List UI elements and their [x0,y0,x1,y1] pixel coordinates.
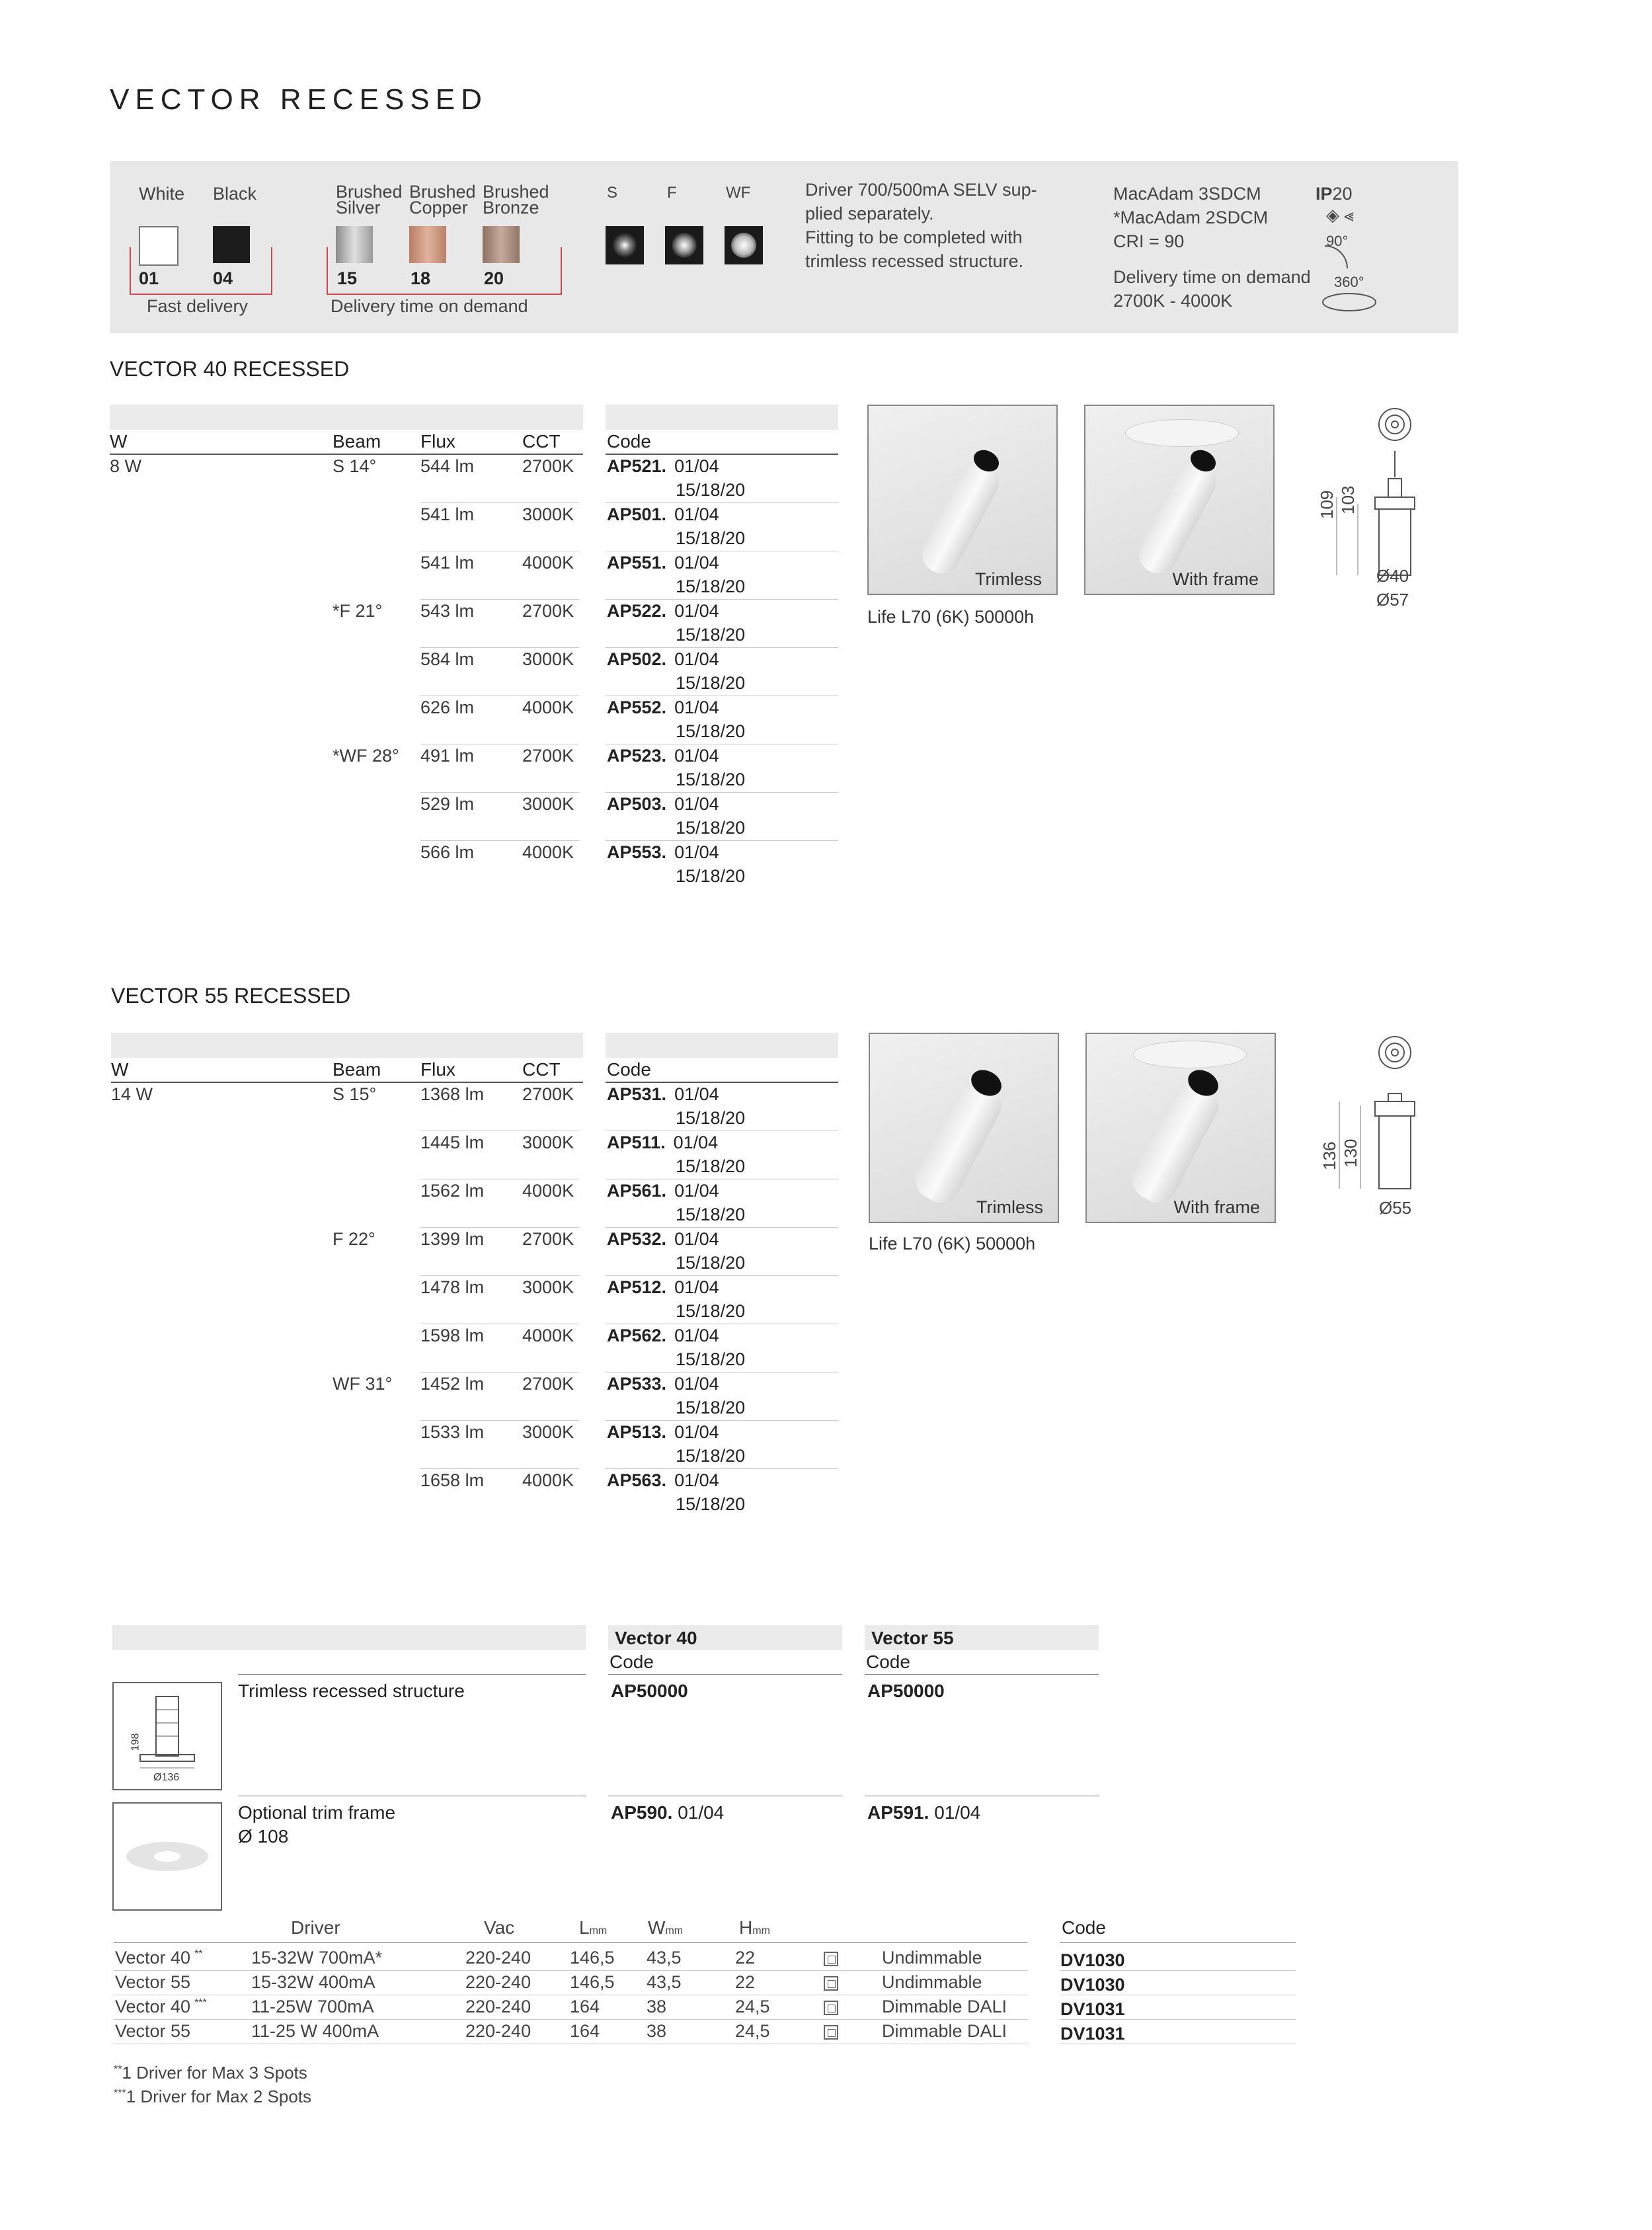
driver-text-4: trimless recessed structure. [805,251,1024,271]
product-code: AP522. [607,601,667,621]
driver-spec: 11-25 W 400mA [251,2021,379,2041]
col-cct: CCT [522,1059,561,1080]
cct-cell: 4000K [522,1470,574,1490]
code-cell [607,1326,719,1346]
code-cell [607,842,719,863]
code-cell [607,794,719,815]
vector40-wattage: 8 W [110,456,142,476]
row-rule [420,792,579,793]
cct-cell: 4000K [522,1181,574,1201]
flux-cell: 626 lm [420,697,475,717]
finish-codes: 01/04 [674,601,719,621]
vector40-code-header-bar [606,405,838,430]
col-flux: Flux [420,1059,455,1080]
finish-label-silver: Brushed Silver [336,182,403,218]
acc-rule [865,1674,1099,1675]
cct-cell: 2700K [522,1084,574,1104]
finish-codes: 01/04 [674,842,719,862]
fast-delivery-label: Fast delivery [147,296,249,316]
delivery-cct-range: 2700K - 4000K [1113,291,1233,311]
driver-width: 38 [647,2021,667,2041]
driver-type: Dimmable DALI [882,2021,1007,2041]
spec-cri: CRI = 90 [1113,231,1185,251]
finish-codes-2: 15/18/20 [676,1398,746,1417]
product-code: AP511. [607,1133,666,1152]
driver-code: DV1030 [1060,1950,1125,1970]
vector55-diameter: Ø55 [1379,1198,1412,1218]
flux-cell: 491 lm [420,746,475,766]
vector40-life: Life L70 (6K) 50000h [867,607,1035,627]
driver-vac: 220-240 [465,1972,531,1992]
photo-caption: Trimless [975,569,1042,589]
driver-length: 164 [570,2021,600,2041]
code-cell [607,601,719,621]
finish-codes-2: 15/18/20 [676,673,746,693]
driver-type: Dimmable DALI [882,1997,1007,2016]
finish-codes: 01/04 [674,697,719,717]
driver-spec: 15-32W 700mA* [251,1948,383,1968]
flux-cell: 1658 lm [420,1470,485,1490]
row-rule [420,1420,579,1421]
code-cell [607,697,719,718]
finish-codes-2: 15/18/20 [676,1205,746,1224]
row-rule [606,502,838,503]
vector40-frame-photo [1084,405,1275,595]
cct-cell: 2700K [522,1229,574,1249]
code-cell [607,1422,719,1443]
code-cell [607,504,719,525]
row-rule [606,840,838,841]
row-rule [420,840,579,841]
driver-col-code: Code [1062,1917,1106,1938]
row-rule [606,1372,838,1373]
product-code: AP552. [607,697,667,717]
trim-frame [1133,1041,1247,1068]
accessories-code-label-40: Code [610,1652,654,1672]
vector40-header-bar [110,405,583,430]
trim-frame-code-40: AP590. 01/04 [611,1802,725,1823]
finish-codes-2: 15/18/20 [676,577,746,596]
vector40-trimless-photo [867,405,1058,595]
col-flux: Flux [420,431,455,452]
row-rule [606,599,838,600]
finish-codes-2: 15/18/20 [676,770,746,789]
finish-codes: 01/04 [674,1181,719,1201]
cct-cell: 4000K [522,697,574,717]
finish-codes-2: 15/18/20 [676,1156,746,1176]
cct-cell: 4000K [522,553,574,573]
cct-cell: 3000K [522,794,574,814]
finish-codes-2: 15/18/20 [676,528,746,548]
tilt-icon [1321,245,1360,271]
finish-codes-2: 15/18/20 [676,480,746,500]
driver-type: Undimmable [882,1972,982,1992]
code-cell [607,1470,719,1491]
trimless-structure-name: Trimless recessed structure [238,1681,465,1701]
finish-codes-2: 15/18/20 [676,1301,746,1321]
acc-rule [238,1674,586,1675]
code-cell [607,1374,719,1394]
driver-width: 38 [647,1997,667,2016]
product-code: AP513. [607,1422,667,1442]
driver-col-l: Lmm [579,1917,608,1938]
product-code: AP512. [607,1277,667,1297]
finish-label-black: Black [213,184,257,204]
accessories-header-bar [112,1625,586,1650]
acc-rule [608,1674,842,1675]
product-code: AP533. [607,1374,667,1394]
row-rule [420,1227,579,1228]
vector55-header-bar [111,1033,583,1058]
finish-codes: 01/04 [674,456,719,476]
row-rule [1060,1970,1296,1971]
cct-cell: 2700K [522,746,574,766]
flux-cell: 584 lm [420,649,475,669]
col-w: W [111,1059,129,1080]
model-mark: *** [194,1997,207,2009]
code-cell [607,1133,718,1153]
on-demand-bracket [327,247,562,295]
class-ii-icon [824,1976,838,1991]
beam-wf-icon [725,226,763,264]
footnote-1: **1 Driver for Max 3 Spots [114,2063,307,2083]
product-code: AP561. [607,1181,667,1201]
driver-length: 146,5 [570,1972,615,1992]
col-w: W [110,431,128,452]
vector55-code-header-bar [606,1033,838,1058]
accessories-code-label-55: Code [866,1652,910,1672]
driver-width: 43,5 [647,1948,682,1968]
beam-cell: *F 21° [333,601,383,621]
model-name: Vector 40 [115,1948,191,1968]
vector55-life: Life L70 (6K) 50000h [869,1234,1036,1254]
beam-cell: S 15° [333,1084,377,1104]
photo-caption: With frame [1172,569,1259,589]
trim-frame-icon [114,1804,221,1909]
class-ii-icon [824,1952,838,1966]
model-mark: ** [194,1948,203,1960]
tilt-angle: 90° [1326,233,1349,249]
beam-cell: F 22° [333,1229,375,1249]
flux-cell: 544 lm [420,456,475,476]
driver-col-w: Wmm [648,1917,684,1938]
driver-col-vac: Vac [484,1917,515,1938]
flux-cell: 541 lm [420,553,475,573]
row-rule [114,2019,1027,2020]
row-rule [420,599,579,600]
driver-model [115,1972,194,1993]
spec-macadam-3: MacAdam 3SDCM [1113,184,1261,204]
driver-code-rule [1060,1942,1296,1943]
driver-height: 22 [735,1972,756,1992]
driver-text-3: Fitting to be completed with [805,227,1023,247]
product-code: AP503. [607,794,667,814]
finish-label-bronze: Brushed Bronze [483,182,549,218]
product-code: AP553. [607,842,667,862]
finish-label-copper: Brushed Copper [409,182,476,218]
cct-cell: 2700K [522,456,574,476]
driver-text-1: Driver 700/500mA SELV sup- [805,180,1037,200]
finish-code-15: 15 [337,268,358,288]
product-code: AP532. [607,1229,667,1249]
vector40-diameter-1: Ø40 [1376,566,1409,586]
ip-rating: IP20 [1316,184,1353,204]
finish-banner [110,161,1458,333]
flux-cell: 1368 lm [420,1084,485,1104]
accessories-col-vector40: Vector 40 [615,1628,697,1648]
finish-code-01: 01 [139,268,159,288]
driver-type: Undimmable [882,1948,982,1968]
cct-cell: 2700K [522,601,574,621]
beam-label-wf: WF [726,184,751,202]
finish-codes-2: 15/18/20 [676,1253,746,1273]
vector55-frame-photo [1085,1033,1276,1223]
cct-cell: 3000K [522,1277,574,1297]
flux-cell: 1562 lm [420,1181,485,1201]
row-rule [606,647,838,648]
vector40-height-2: 103 [1338,485,1358,514]
model-name: Vector 55 [115,2021,191,2041]
code-cell [607,553,719,573]
finish-codes-2: 15/18/20 [676,866,746,886]
driver-model [115,1948,203,1968]
class-ii-icon [824,2025,838,2040]
delivery-cct-label: Delivery time on demand [1113,267,1311,287]
driver-width: 43,5 [647,1972,682,1992]
driver-height: 22 [735,1948,756,1968]
rotation-icon [1319,291,1379,313]
vector40-diameter-2: Ø57 [1376,590,1409,610]
finish-codes-2: 15/18/20 [676,625,746,645]
model-name: Vector 55 [115,1972,191,1992]
product-code: AP521. [607,456,667,476]
driver-length: 164 [570,1997,600,2016]
driver-col-driver: Driver [291,1917,340,1938]
finish-codes: 01/04 [674,1326,719,1345]
structure-height: 198 [130,1733,141,1751]
trimless-structure-drawing [112,1682,222,1790]
code-cell [607,1277,719,1298]
vector55-height-1: 136 [1319,1141,1339,1170]
flux-cell: 1452 lm [420,1374,485,1394]
driver-header-rule [114,1942,1027,1943]
trim-frame-code-55: AP591. 01/04 [867,1802,981,1823]
driver-spec: 11-25W 700mA [251,1997,374,2016]
col-beam: Beam [333,431,381,452]
cct-cell: 3000K [522,649,574,669]
finish-codes: 01/04 [674,1470,719,1490]
driver-model [115,2021,194,2042]
flux-cell: 529 lm [420,794,475,814]
beam-cell: *WF 28° [333,746,399,766]
finish-code-20: 20 [484,268,504,288]
row-rule [420,1468,579,1469]
row-rule [606,1275,838,1276]
cct-cell: 4000K [522,1326,574,1345]
vector55-dimension-drawing [1316,1033,1428,1211]
photo-caption: With frame [1173,1197,1260,1217]
row-rule [420,1275,579,1276]
model-name: Vector 40 [115,1997,191,2016]
spec-macadam-2: *MacAdam 2SDCM [1113,208,1269,227]
finish-codes: 01/04 [674,1422,719,1442]
vector55-trimless-photo [869,1033,1059,1223]
beam-label-s: S [607,184,618,202]
row-rule [114,1970,1027,1971]
cct-cell: 3000K [522,504,574,524]
driver-col-h: Hmm [739,1917,770,1938]
col-code: Code [607,431,651,452]
lamp-body [916,457,1005,580]
finish-codes: 01/04 [674,1374,719,1394]
vector55-wattage: 14 W [111,1084,153,1104]
code-cell [607,649,719,670]
trimless-structure-code-40: AP50000 [611,1681,688,1701]
col-cct: CCT [522,431,561,452]
header-rule [110,454,583,455]
row-rule [606,792,838,793]
row-rule [1060,2019,1296,2020]
driver-code: DV1030 [1060,1975,1125,1995]
driver-model [115,1997,207,2017]
finish-codes: 01/04 [674,504,719,524]
finish-codes: 01/04 [674,746,719,766]
code-cell [607,1229,719,1250]
row-rule [420,502,579,503]
product-code: AP562. [607,1326,667,1345]
flux-cell: 1445 lm [420,1133,485,1152]
photo-caption: Trimless [976,1197,1043,1217]
trim-frame-drawing [112,1802,222,1911]
col-code: Code [607,1059,651,1080]
finish-codes-2: 15/18/20 [676,1349,746,1369]
code-cell [607,1084,719,1105]
lamp-body [909,1077,1007,1209]
code-header-rule [606,454,838,455]
beam-cell: S 14° [333,456,377,476]
driver-code: DV1031 [1060,1999,1125,2019]
trim-frame-name: Optional trim frame [238,1802,396,1823]
vector55-title: VECTOR 55 RECESSED [111,984,351,1008]
page-title: VECTOR RECESSED [110,83,488,116]
flux-cell: 1598 lm [420,1326,485,1345]
lamp-body [1132,457,1222,580]
driver-vac: 220-240 [465,2021,531,2041]
beam-cell: WF 31° [333,1374,393,1394]
product-code: AP551. [607,553,667,573]
footnote-2: ***1 Driver for Max 2 Spots [114,2087,311,2106]
finish-label-white: White [139,184,185,204]
finish-codes: 01/04 [673,1133,719,1152]
product-code: AP523. [607,746,667,766]
vector40-title: VECTOR 40 RECESSED [110,357,350,381]
flux-cell: 566 lm [420,842,475,862]
accessories-col-vector55: Vector 55 [871,1628,954,1648]
code-cell [607,456,719,477]
finish-code-04: 04 [213,268,233,288]
finish-codes: 01/04 [674,649,719,669]
finish-codes-2: 15/18/20 [676,1446,746,1466]
code-header-rule [606,1082,838,1083]
product-code: AP502. [607,649,667,669]
beam-f-icon [665,226,703,264]
row-rule [420,1372,579,1373]
code-cell [607,1181,719,1201]
trim-frame [1125,419,1239,447]
trim-frame-size: Ø 108 [238,1826,289,1847]
col-beam: Beam [333,1059,381,1080]
flux-cell: 541 lm [420,504,475,524]
driver-spec: 15-32W 400mA [251,1972,375,1992]
flux-cell: 1533 lm [420,1422,485,1442]
lamp-body [1126,1077,1224,1209]
row-rule [606,1227,838,1228]
cct-cell: 2700K [522,1374,574,1394]
rotation-angle: 360° [1334,274,1364,290]
finish-codes-2: 15/18/20 [676,1494,746,1514]
cct-cell: 3000K [522,1422,574,1442]
row-rule [606,1468,838,1469]
driver-height: 24,5 [735,1997,770,2016]
class-ii-icon [824,2001,838,2015]
finish-codes: 01/04 [674,794,719,814]
cct-cell: 3000K [522,1133,574,1152]
driver-length: 146,5 [570,1948,615,1968]
trimless-structure-code-55: AP50000 [867,1681,945,1701]
beam-label-f: F [667,184,677,202]
delivery-on-demand-label: Delivery time on demand [331,296,528,316]
structure-diameter: Ø136 [153,1772,180,1783]
finish-codes-2: 15/18/20 [676,818,746,838]
vector40-height-1: 109 [1317,490,1337,519]
finish-codes: 01/04 [674,1084,719,1104]
header-rule [111,1082,583,1083]
product-code: AP501. [607,504,667,524]
driver-text-2: plied separately. [805,204,934,223]
product-code: AP563. [607,1470,667,1490]
finish-codes: 01/04 [674,1229,719,1249]
finish-codes-2: 15/18/20 [676,1108,746,1128]
flux-cell: 1478 lm [420,1277,485,1297]
safety-class-icon: ◈ ⪡ [1326,205,1354,225]
row-rule [420,647,579,648]
cct-cell: 4000K [522,842,574,862]
row-rule [606,1420,838,1421]
flux-cell: 543 lm [420,601,475,621]
driver-vac: 220-240 [465,1948,531,1968]
finish-code-18: 18 [411,268,431,288]
driver-vac: 220-240 [465,1997,531,2016]
driver-code: DV1031 [1060,2024,1125,2044]
flux-cell: 1399 lm [420,1229,485,1249]
driver-height: 24,5 [735,2021,770,2041]
finish-codes: 01/04 [674,553,719,573]
finish-codes-2: 15/18/20 [676,721,746,741]
vector55-height-2: 130 [1341,1138,1360,1168]
finish-codes: 01/04 [674,1277,719,1297]
beam-s-icon [606,226,644,264]
code-cell [607,746,719,766]
product-code: AP531. [607,1084,667,1104]
